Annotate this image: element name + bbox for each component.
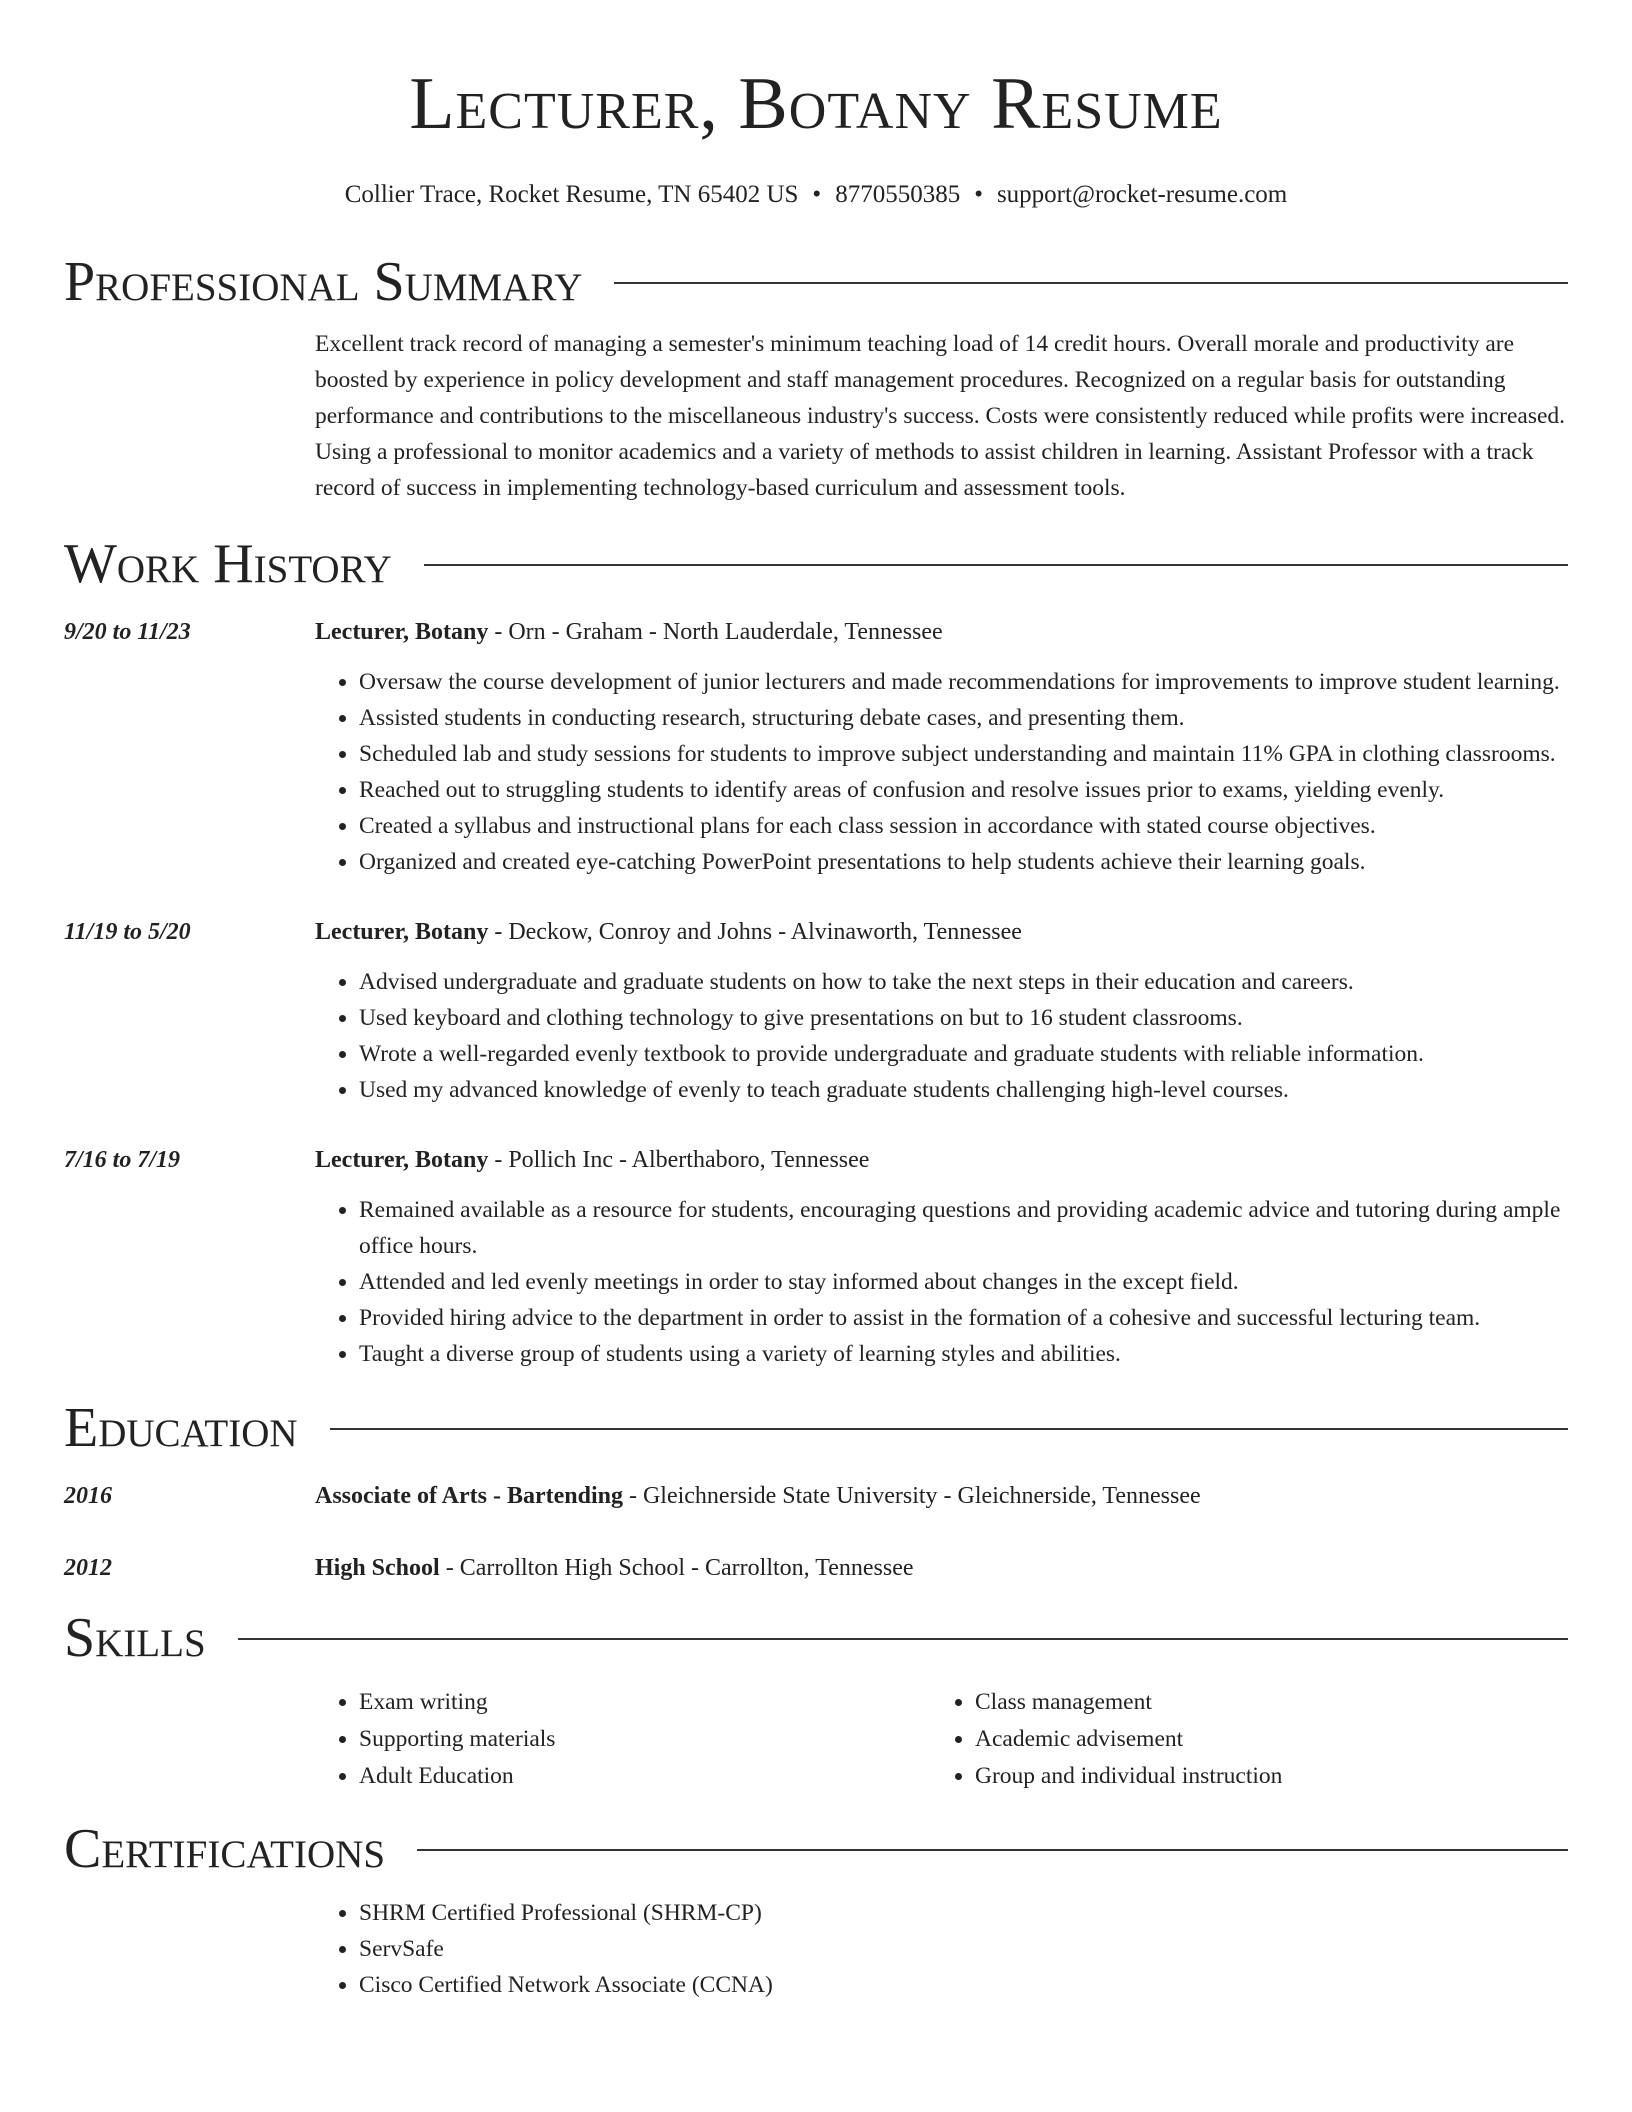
- skills-heading: Skills: [64, 1607, 206, 1669]
- certifications-heading: Certifications: [64, 1818, 386, 1880]
- work-role: Lecturer, Botany: [315, 1147, 489, 1173]
- work-heading-line: [315, 614, 1568, 650]
- work-bullets: [315, 964, 1568, 1108]
- list-item: • Provided hiring advice to the department in order to assist in the formation of a cohesive and successful lecturing team.: [359, 1300, 1568, 1336]
- work-entry: [64, 614, 1568, 880]
- education-heading: Education: [64, 1397, 298, 1459]
- education-line: [315, 1478, 1568, 1514]
- certification-item: • SHRM Certified Professional (SHRM-CP): [359, 1895, 1568, 1931]
- list-item: • Scheduled lab and study sessions for students to improve subject understanding and maintain 11% GPA in clothing classrooms.: [359, 736, 1568, 772]
- list-item: • Attended and led evenly meetings in order to stay informed about changes in the except field.: [359, 1264, 1568, 1300]
- education-year: 2016: [64, 1483, 112, 1509]
- skills-section-header: [64, 1606, 1568, 1670]
- work-heading: Work History: [64, 533, 392, 595]
- skill-item: • Group and individual instruction: [975, 1758, 1547, 1795]
- work-entry: [64, 1142, 1568, 1372]
- education-degree: Associate of Arts - Bartending: [315, 1483, 623, 1509]
- work-dates: 11/19 to 5/20: [64, 919, 191, 945]
- work-bullets: [315, 664, 1568, 880]
- summary-heading: Professional Summary: [64, 251, 583, 313]
- section-divider: [417, 1849, 1568, 1851]
- certification-item: • ServSafe: [359, 1931, 1568, 1967]
- section-divider: [238, 1638, 1568, 1640]
- work-dates: 7/16 to 7/19: [64, 1147, 181, 1173]
- skills-list: [315, 1684, 1568, 1795]
- contact-email: support@rocket-resume.com: [996, 181, 1288, 208]
- summary-text: Excellent track record of managing a semester's minimum teaching load of 14 credit hours. Overall morale and productivity are boosted by experience in policy development and staff management procedures. Recognized on a regular basis for outstanding performance and contributions to the miscellaneous industry's success. Costs were consistently reduced while profits were increased. Using a professional to monitor academics and a variety of methods to assist children in learning. Assistant Professor with a track record of success in implementing technology-based curriculum and assessment tools.: [315, 331, 1566, 501]
- skills-column-right: [931, 1684, 1547, 1795]
- contact-address: Collier Trace, Rocket Resume, TN 65402 US: [344, 181, 799, 208]
- summary-section-header: [64, 250, 1568, 314]
- skill-item: • Class management: [975, 1684, 1547, 1721]
- list-item: • Advised undergraduate and graduate students on how to take the next steps in their education and careers.: [359, 964, 1568, 1000]
- education-entry: [64, 1550, 1568, 1586]
- list-item: • Reached out to struggling students to identify areas of confusion and resolve issues prior to exams, yielding evenly.: [359, 772, 1568, 808]
- section-divider: [614, 282, 1568, 284]
- list-item: • Used keyboard and clothing technology to give presentations on but to 16 student classrooms.: [359, 1000, 1568, 1036]
- work-dates: 9/20 to 11/23: [64, 619, 191, 645]
- list-item: • Remained available as a resource for students, encouraging questions and providing academic advice and tutoring during ample office hours.: [359, 1192, 1568, 1264]
- contact-separator: •: [812, 181, 822, 208]
- education-line: [315, 1550, 1568, 1586]
- education-year: 2012: [64, 1555, 112, 1581]
- list-item: • Assisted students in conducting research, structuring debate cases, and presenting them.: [359, 700, 1568, 736]
- list-item: • Created a syllabus and instructional plans for each class session in accordance with stated course objectives.: [359, 808, 1568, 844]
- skill-item: • Supporting materials: [359, 1721, 931, 1758]
- work-role: Lecturer, Botany: [315, 619, 489, 645]
- list-item: • Oversaw the course development of junior lecturers and made recommendations for improvements to improve student learning.: [359, 664, 1568, 700]
- resume-title: Lecturer, Botany Resume: [409, 63, 1223, 145]
- work-section-header: [64, 532, 1568, 596]
- skills-column-left: [315, 1684, 931, 1795]
- work-details: - Pollich Inc - Alberthaboro, Tennessee: [488, 1147, 870, 1173]
- work-details: - Orn - Graham - North Lauderdale, Tennessee: [488, 619, 943, 645]
- education-entry: [64, 1478, 1568, 1514]
- list-item: • Taught a diverse group of students using a variety of learning styles and abilities.: [359, 1336, 1568, 1372]
- certifications-list: [315, 1895, 1568, 2003]
- contact-phone: 8770550385: [835, 181, 961, 208]
- work-details: - Deckow, Conroy and Johns - Alvinaworth, Tennessee: [488, 919, 1022, 945]
- certification-item: • Cisco Certified Network Associate (CCNA): [359, 1967, 1568, 2003]
- contact-line: [64, 178, 1568, 212]
- education-degree: High School: [315, 1555, 440, 1581]
- education-details: - Gleichnerside State University - Gleichnerside, Tennessee: [622, 1483, 1201, 1509]
- contact-separator: •: [974, 181, 983, 208]
- list-item: • Wrote a well-regarded evenly textbook to provide undergraduate and graduate students with reliable information.: [359, 1036, 1568, 1072]
- education-section-header: [64, 1396, 1568, 1460]
- certifications-section-header: [64, 1817, 1568, 1881]
- section-divider: [330, 1428, 1568, 1430]
- skill-item: • Academic advisement: [975, 1721, 1547, 1758]
- skill-item: • Exam writing: [359, 1684, 931, 1721]
- work-heading-line: [315, 1142, 1568, 1178]
- list-item: • Organized and created eye-catching PowerPoint presentations to help students achieve their learning goals.: [359, 844, 1568, 880]
- work-bullets: [315, 1192, 1568, 1372]
- work-role: Lecturer, Botany: [315, 919, 489, 945]
- education-details: - Carrollton High School - Carrollton, Tennessee: [439, 1555, 914, 1581]
- work-heading-line: [315, 914, 1568, 950]
- list-item: • Used my advanced knowledge of evenly to teach graduate students challenging high-level courses.: [359, 1072, 1568, 1108]
- skill-item: • Adult Education: [359, 1758, 931, 1795]
- work-entry: [64, 914, 1568, 1108]
- section-divider: [424, 564, 1568, 566]
